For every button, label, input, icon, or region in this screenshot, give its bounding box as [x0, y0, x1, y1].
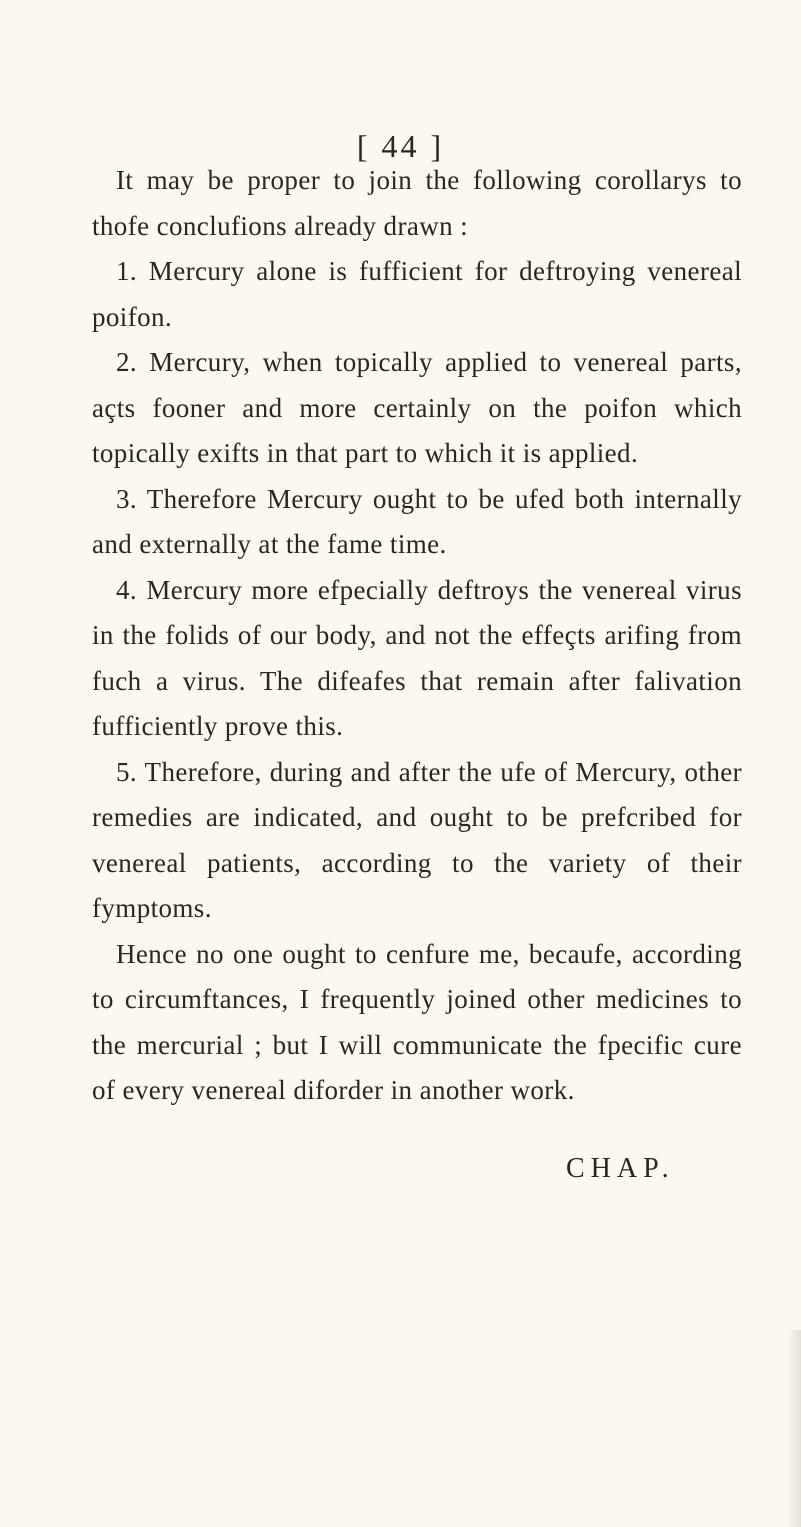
page-edge-shadow	[787, 1330, 801, 1527]
paragraph-conclusion: Hence no one ought to cenfure me, becaufe, according to circumftances, I frequently joined other medicines to the mercurial ; but I will communicate the fpecific cure of every venereal diforder in another work.	[92, 938, 742, 1105]
paragraph-corollary-3: 3. Therefore Mercury ought to be ufed both internally and externally at the fame time.	[92, 483, 742, 559]
paragraph-corollary-4: 4. Mercury more efpecially deftroys the venereal virus in the folids of our body, and not the effeçts arifing from fuch a virus. The difeafes that remain after falivation fufficiently prove this.	[92, 574, 742, 741]
paragraph-intro: It may be proper to join the following corollarys to thofe conclufions already drawn :	[92, 165, 742, 241]
paragraph-corollary-5: 5. Therefore, during and after the ufe of Mercury, other remedies are indicated, and ought to be prefcribed for venereal patients, according to the variety of their fymptoms.	[92, 756, 742, 923]
paragraph-corollary-1: 1. Mercury alone is fufficient for deftroying venereal poifon.	[92, 256, 742, 332]
paragraph-corollary-2: 2. Mercury, when topically applied to venereal parts, açts fooner and more certainly on the poifon which topically exifts in that part to which it is applied.	[92, 347, 742, 468]
body-text	[92, 158, 742, 1114]
catchword: CHAP.	[566, 1153, 675, 1184]
page-number: [ 44 ]	[356, 128, 445, 164]
